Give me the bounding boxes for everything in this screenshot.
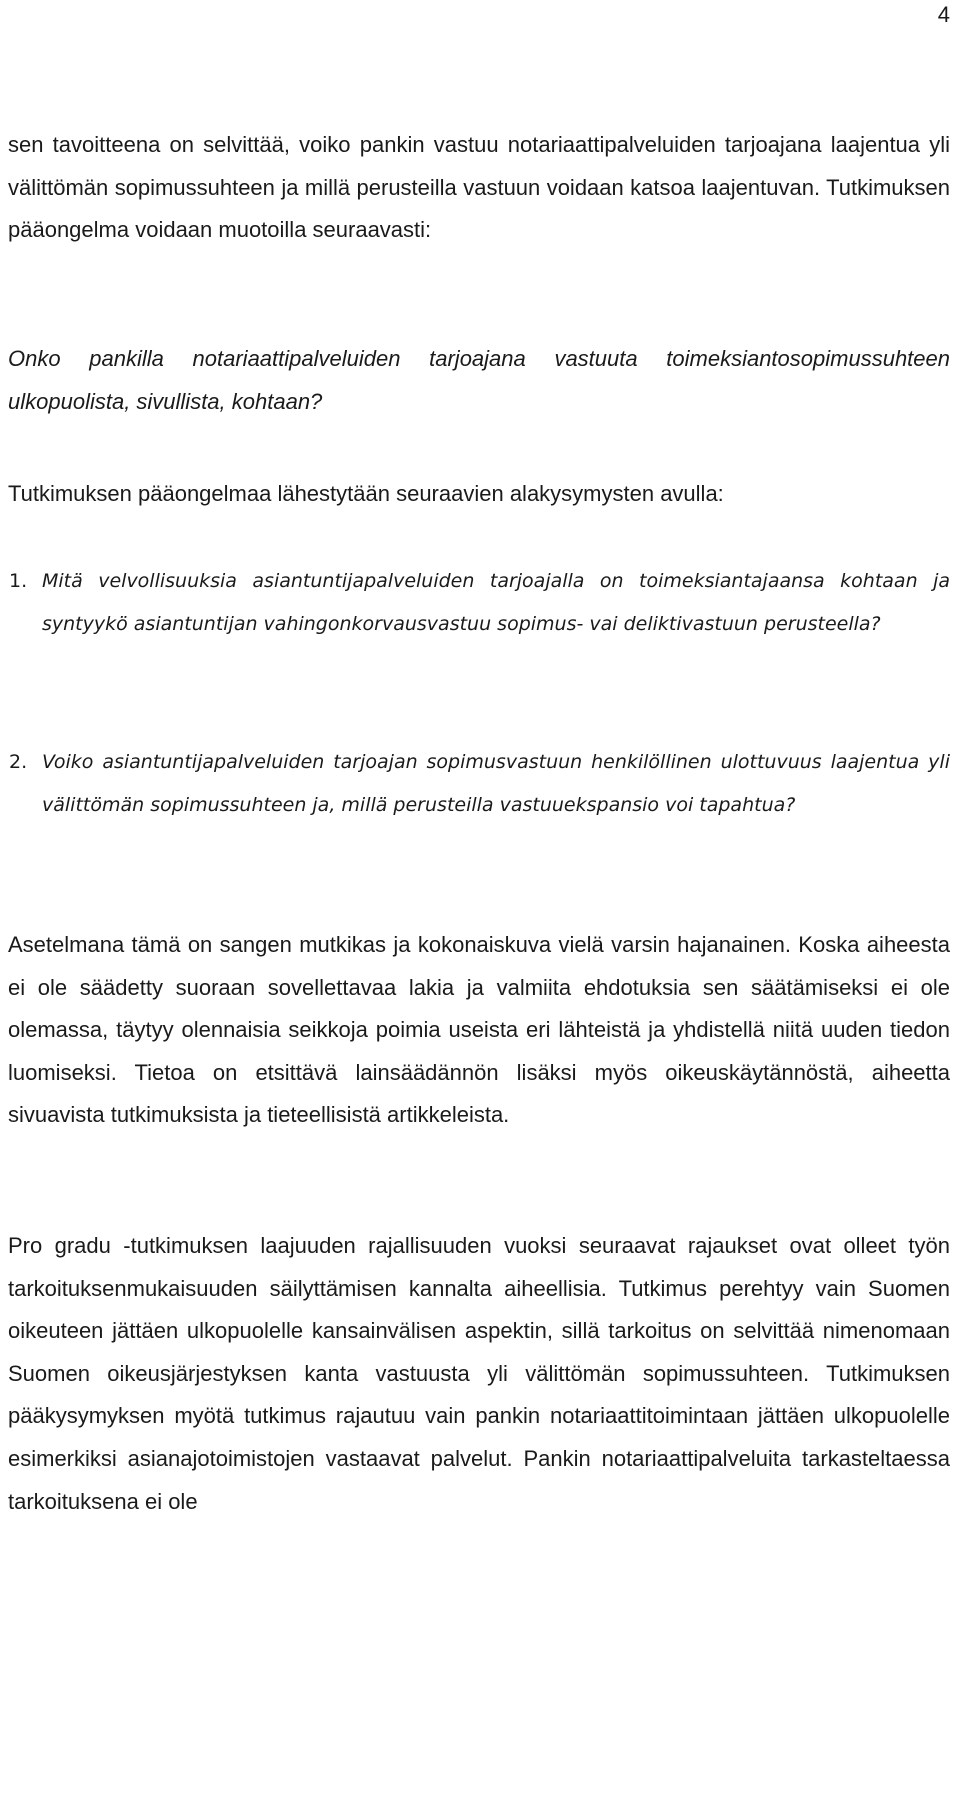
list-item-number: 2. bbox=[9, 751, 28, 773]
list-item-text: Voiko asiantuntijapalveluiden tarjoajan sopimusvastuun henkilöllinen ulottuvuus laajentua yli välittömän sopimussuhteen ja, millä perusteilla vastuuekspansio voi tapahtua? bbox=[42, 751, 950, 816]
paragraph-setting: Asetelmana tämä on sangen mutkikas ja kokonaiskuva vielä varsin hajanainen. Koska aiheesta ei ole säädetty suoraan sovellettavaa lakia ja valmiita ehdotuksia sen säätämiseksi ei ole olemassa, täytyy olennaisia seikkoja poimia useista eri lähteistä ja yhdistellä niitä uuden tiedon luomiseksi. Tietoa on etsittävä lainsäädännön lisäksi myös oikeuskäytännöstä, aiheetta sivuavista tutkimuksista ja tieteellisistä artikkeleista. bbox=[8, 932, 950, 1128]
paragraph-subquestions-intro: Tutkimuksen pääongelmaa lähestytään seuraavien alakysymysten avulla: bbox=[8, 481, 724, 506]
list-item bbox=[9, 560, 950, 645]
list-item-number: 1. bbox=[9, 570, 28, 592]
list-item bbox=[9, 741, 950, 826]
paragraph-intro: sen tavoitteena on selvittää, voiko pankin vastuu notariaattipalveluiden tarjoajana laajentua yli välittömän sopimussuhteen ja millä perusteilla vastuun voidaan katsoa laajentuvan. Tutkimuksen pääongelma voidaan muotoilla seuraavasti: bbox=[8, 132, 950, 243]
list-item-text: Mitä velvollisuuksia asiantuntijapalveluiden tarjoajalla on toimeksiantajaansa kohtaan ja syntyykö asiantuntijan vahingonkorvausvastuu sopimus- vai deliktivastuun perusteella? bbox=[42, 570, 950, 635]
paragraph-limitations: Pro gradu -tutkimuksen laajuuden rajallisuuden vuoksi seuraavat rajaukset ovat olleet työn tarkoituksenmukaisuuden säilyttämisen kannalta aiheellisia. Tutkimus perehtyy vain Suomen oikeuteen jättäen ulkopuolelle kansainvälisen aspektin, sillä tarkoitus on selvittää nimenomaan Suomen oikeusjärjestyksen kanta vastuusta yli välittömän sopimussuhteen. Tutkimuksen pääkysymyksen myötä tutkimus rajautuu vain pankin notariaattitoimintaan jättäen ulkopuolelle esimerkiksi asianajotoimistojen vastaavat palvelut. Pankin notariaattipalveluita tarkasteltaessa tarkoituksena ei ole bbox=[8, 1233, 950, 1514]
page-number: 4 bbox=[937, 2, 950, 27]
research-question: Onko pankilla notariaattipalveluiden tarjoajana vastuuta toimeksiantosopimussuhteen ulkopuolista, sivullista, kohtaan? bbox=[8, 346, 950, 414]
